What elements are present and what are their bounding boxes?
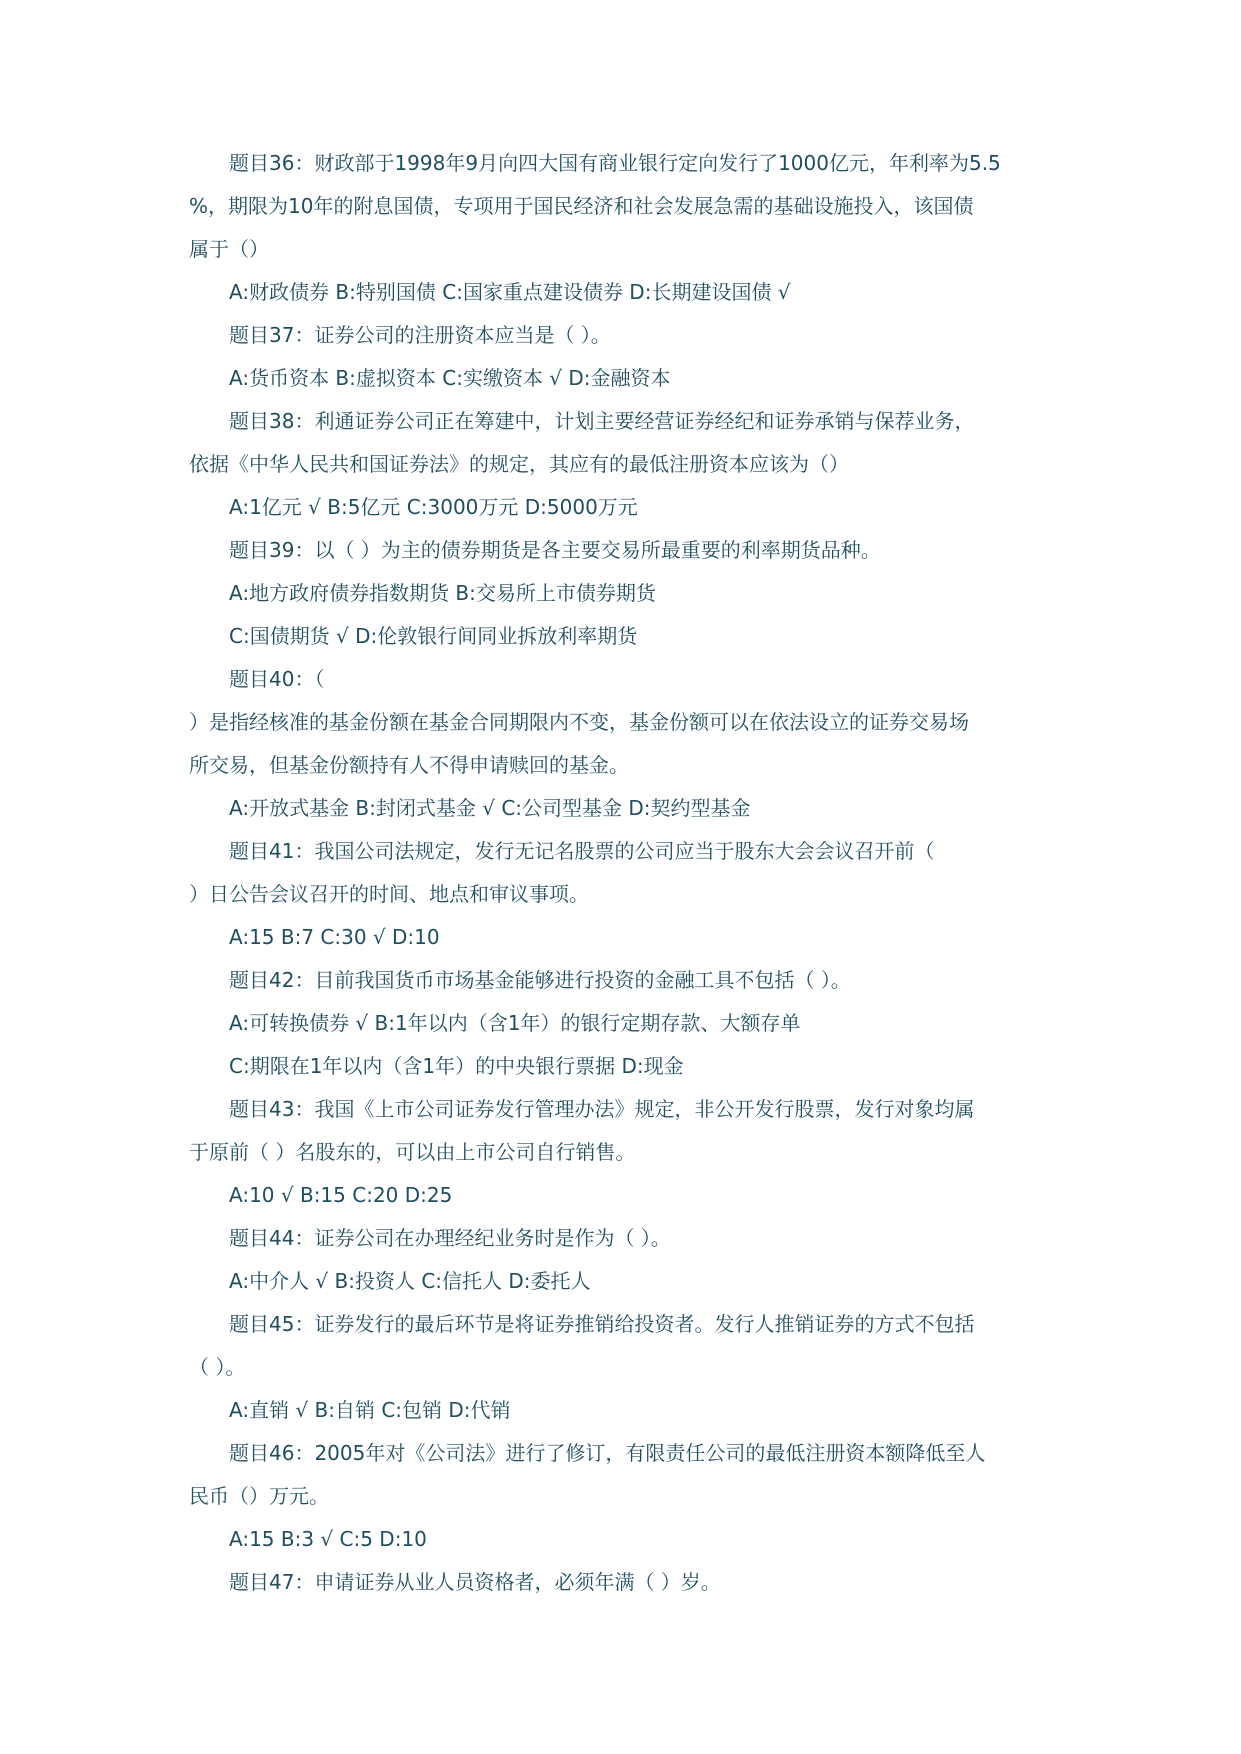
answer-options-line: A:15 B:7 C:30 √ D:10: [229, 925, 440, 949]
question-line: 题目44：证券公司在办理经纪业务时是作为（ ）。: [229, 1226, 671, 1250]
answer-options-line: A:中介人 √ B:投资人 C:信托人 D:委托人: [229, 1269, 591, 1293]
question-line: 题目43：我国《上市公司证券发行管理办法》规定，非公开发行股票，发行对象均属: [229, 1097, 975, 1121]
answer-options-line: A:货币资本 B:虚拟资本 C:实缴资本 √ D:金融资本: [229, 366, 671, 390]
answer-options-line: A:直销 √ B:自销 C:包销 D:代销: [229, 1398, 511, 1422]
question-continuation-line: 于原前（ ）名股东的，可以由上市公司自行销售。: [189, 1140, 636, 1164]
question-continuation-line: %，期限为10年的附息国债，专项用于国民经济和社会发展急需的基础设施投入，该国债: [189, 194, 974, 218]
question-line: 题目37：证券公司的注册资本应当是（ ）。: [229, 323, 611, 347]
answer-options-line: A:可转换债券 √ B:1年以内（含1年）的银行定期存款、大额存单: [229, 1011, 801, 1035]
question-line: 题目36：财政部于1998年9月向四大国有商业银行定向发行了1000亿元，年利率为5.5: [229, 151, 1001, 175]
question-continuation-line: ）日公告会议召开的时间、地点和审议事项。: [189, 882, 589, 906]
answer-options-line: A:地方政府债券指数期货 B:交易所上市债券期货: [229, 581, 656, 605]
question-continuation-line: 所交易，但基金份额持有人不得申请赎回的基金。: [189, 753, 629, 777]
question-continuation-line: 依据《中华人民共和国证券法》的规定，其应有的最低注册资本应该为（）: [189, 452, 849, 476]
question-line: 题目42：目前我国货币市场基金能够进行投资的金融工具不包括（ ）。: [229, 968, 851, 992]
question-line: 题目39：以（ ）为主的债券期货是各主要交易所最重要的利率期货品种。: [229, 538, 881, 562]
answer-options-line: A:开放式基金 B:封闭式基金 √ C:公司型基金 D:契约型基金: [229, 796, 751, 820]
question-line: 题目38：利通证券公司正在筹建中，计划主要经营证券经纪和证券承销与保荐业务，: [229, 409, 975, 433]
answer-options-line: A:1亿元 √ B:5亿元 C:3000万元 D:5000万元: [229, 495, 638, 519]
question-continuation-line: 属于（）: [189, 237, 269, 261]
question-line: 题目40：（: [229, 667, 325, 691]
question-line: 题目45：证券发行的最后环节是将证券推销给投资者。发行人推销证券的方式不包括: [229, 1312, 975, 1336]
question-line: 题目47：申请证券从业人员资格者，必须年满（ ）岁。: [229, 1570, 721, 1594]
answer-options-line: A:10 √ B:15 C:20 D:25: [229, 1183, 453, 1207]
answer-options-line: C:国债期货 √ D:伦敦银行间同业拆放利率期货: [229, 624, 638, 648]
document-body: [189, 142, 1047, 1604]
question-line: 题目46：2005年对《公司法》进行了修订，有限责任公司的最低注册资本额降低至人: [229, 1441, 986, 1465]
question-continuation-line: （ ）。: [189, 1355, 246, 1379]
answer-options-line: A:财政债券 B:特别国债 C:国家重点建设债券 D:长期建设国债 √: [229, 280, 791, 304]
question-continuation-line: ）是指经核准的基金份额在基金合同期限内不变，基金份额可以在依法设立的证券交易场: [189, 710, 969, 734]
answer-options-line: C:期限在1年以内（含1年）的中央银行票据 D:现金: [229, 1054, 684, 1078]
question-continuation-line: 民币（）万元。: [189, 1484, 329, 1508]
answer-options-line: A:15 B:3 √ C:5 D:10: [229, 1527, 427, 1551]
question-line: 题目41：我国公司法规定，发行无记名股票的公司应当于股东大会会议召开前（: [229, 839, 935, 863]
